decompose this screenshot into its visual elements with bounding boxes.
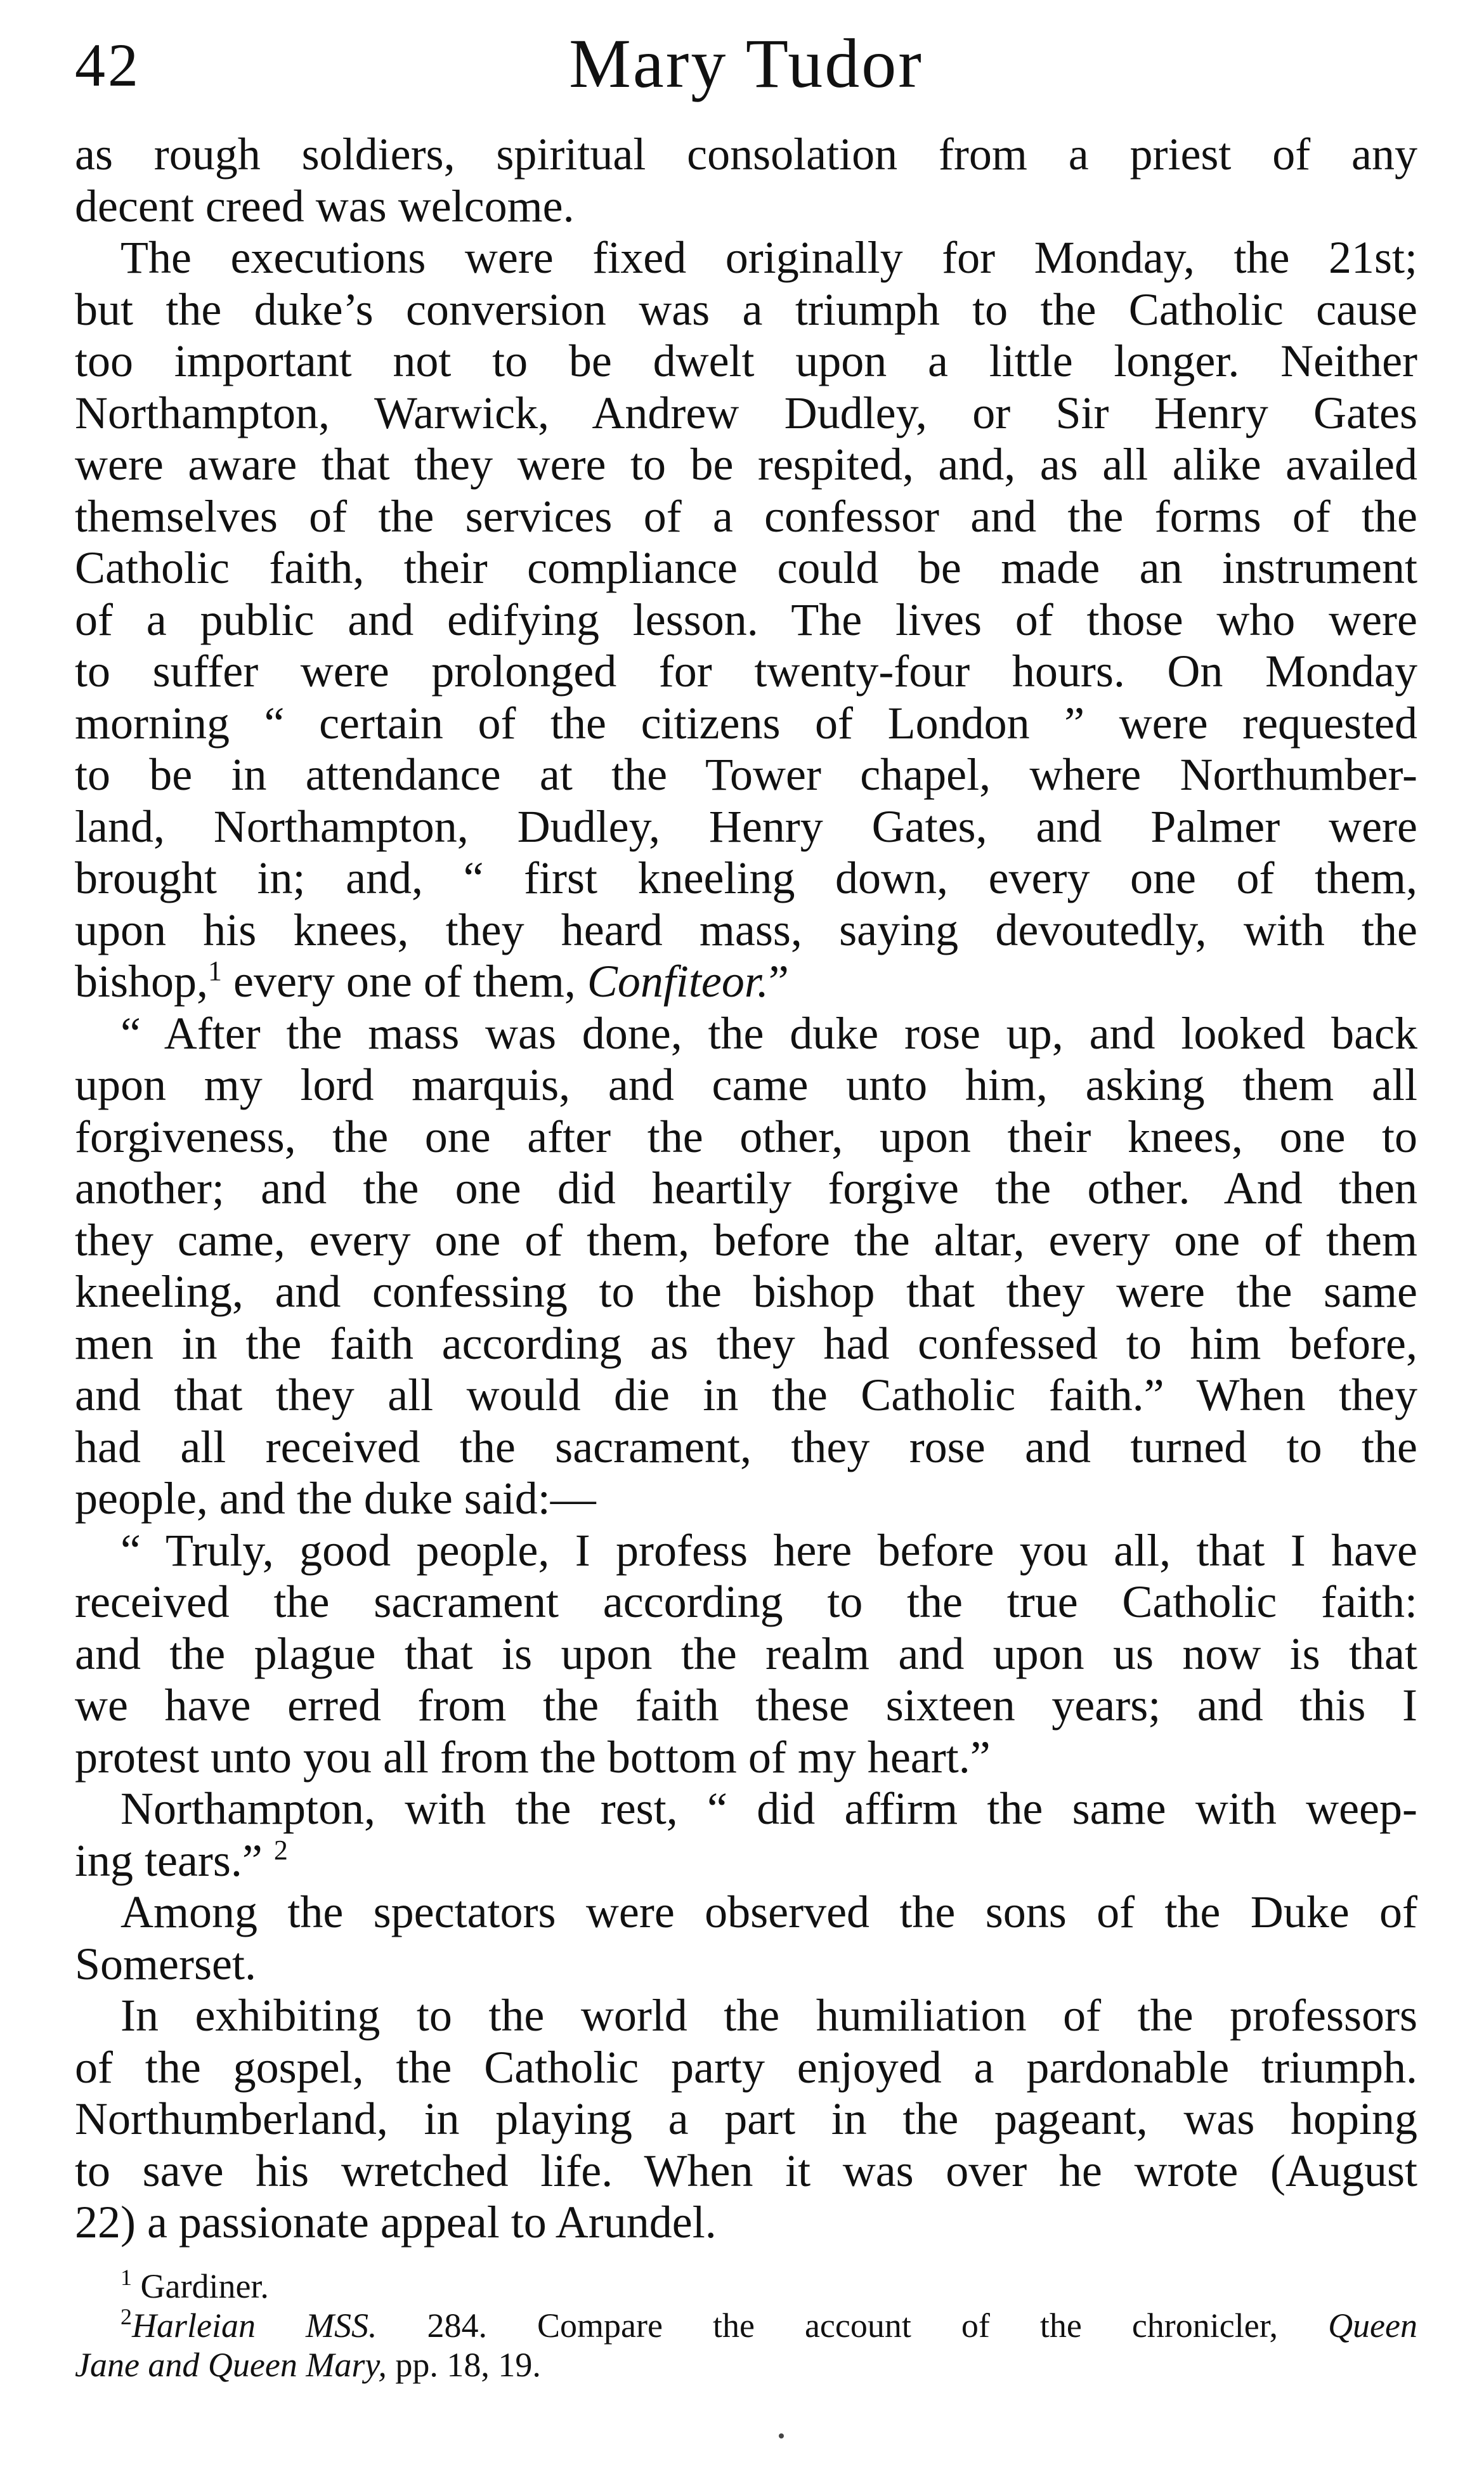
text-line: morning “ certain of the citizens of London ” were requested — [75, 697, 1417, 749]
text-line: to be in attendance at the Tower chapel, where Northumber- — [75, 749, 1417, 800]
text-line: themselves of the services of a confessor and the forms of the — [75, 490, 1417, 542]
footnote-2-cont — [75, 2345, 1417, 2385]
text-line: land, Northampton, Dudley, Henry Gates, and Palmer were — [75, 801, 1417, 852]
text-line: Northumberland, in playing a part in the pageant, was hoping — [75, 2093, 1417, 2144]
page-number: 42 — [75, 31, 141, 99]
text-line: kneeling, and confessing to the bishop that they were the same — [75, 1266, 1417, 1317]
text-line: brought in; and, “ first kneeling down, every one of them, — [75, 853, 1417, 903]
footnote-mark-2: 2 — [120, 2304, 132, 2329]
text-line: and that they all would die in the Catholic faith.” When they — [75, 1370, 1417, 1420]
print-speck — [779, 2433, 784, 2438]
footnote-2 — [75, 2306, 1417, 2345]
text-line: were aware that they were to be respited, and, as all alike availed — [75, 439, 1417, 490]
text-line-bishop — [75, 956, 1417, 1008]
text-line: another; and the one did heartily forgive the other. And then — [75, 1163, 1417, 1214]
footnote-ref-1: 1 — [208, 955, 223, 986]
text-line: too important not to be dwelt upon a little longer. Neither — [75, 336, 1417, 386]
text-line: to save his wretched life. When it was over he wrote (August — [75, 2145, 1417, 2196]
footnotes — [75, 2267, 1417, 2385]
text-line: received the sacrament according to the true Catholic faith: — [75, 1576, 1417, 1627]
text-line: people, and the duke said:— — [75, 1473, 596, 1524]
footnote-2-title-b: Jane and Queen Mary, — [75, 2346, 387, 2384]
text-line: they came, every one of them, before the altar, every one of them — [75, 1214, 1417, 1266]
text-line: upon his knees, they heard mass, saying devoutedly, with the — [75, 904, 1417, 955]
text-line: to suffer were prolonged for twenty-four hours. On Monday — [75, 646, 1417, 697]
text-line: The executions were fixed originally for Monday, the 21st; — [120, 232, 1417, 283]
text-line: “ After the mass was done, the duke rose up, and looked back — [120, 1007, 1417, 1059]
text-line: decent creed was welcome. — [75, 180, 575, 232]
bishop-text: bishop, — [75, 956, 209, 1007]
closing-quote: ” — [768, 956, 789, 1007]
footnote-2-source: Harleian MSS. — [132, 2307, 377, 2345]
footnote-mark-1: 1 — [120, 2265, 132, 2290]
text-line: and the plague that is upon the realm and upon us now is that — [75, 1628, 1417, 1679]
text-line: we have erred from the faith these sixteen years; and this I — [75, 1680, 1417, 1731]
footnote-1 — [75, 2267, 1417, 2306]
text-line: Northampton, Warwick, Andrew Dudley, or Sir Henry Gates — [75, 387, 1417, 438]
text-line: Somerset. — [75, 1938, 256, 1989]
footnote-2-text-b: pp. 18, 19. — [386, 2346, 541, 2384]
tears-text: ing tears.” — [75, 1835, 274, 1886]
text-line: Among the spectators were observed the sons of the Duke of — [120, 1887, 1417, 1937]
text-line: but the duke’s conversion was a triumph to the Catholic cause — [75, 284, 1417, 335]
footnote-2-text-a: 284. Compare the account of the chronicler, — [377, 2307, 1329, 2345]
text-line: of the gospel, the Catholic party enjoyed a pardonable triumph. — [75, 2041, 1417, 2093]
text-line: In exhibiting to the world the humiliation of the professors — [120, 1990, 1417, 2041]
text-line: upon my lord marquis, and came unto him, asking them all — [75, 1059, 1417, 1110]
page-header — [75, 25, 1417, 114]
text-line: Catholic faith, their compliance could be made an instrument — [75, 542, 1417, 593]
text-line: protest unto you all from the bottom of my heart.” — [75, 1731, 991, 1783]
text-line: as rough soldiers, spiritual consolation from a priest of any — [75, 129, 1417, 180]
text-line: 22) a passionate appeal to Arundel. — [75, 2197, 717, 2248]
text-line: forgiveness, the one after the other, upon their knees, one to — [75, 1111, 1417, 1162]
text-line: men in the faith according as they had confessed to him before, — [75, 1318, 1417, 1369]
text-line: had all received the sacrament, they rose and turned to the — [75, 1421, 1417, 1472]
text-line-tears — [75, 1835, 1417, 1887]
bishop-text-middle: every one of them, — [222, 956, 587, 1007]
footnote-1-text: Gardiner. — [132, 2267, 269, 2305]
text-line: of a public and edifying lesson. The lives of those who were — [75, 594, 1417, 645]
text-line: Northampton, with the rest, “ did affirm the same with weep- — [120, 1783, 1417, 1834]
footnote-2-title-a: Queen — [1328, 2307, 1417, 2345]
footnote-ref-2: 2 — [273, 1834, 288, 1866]
running-title: Mary Tudor — [569, 25, 923, 102]
body-text — [75, 129, 1417, 2249]
text-line: “ Truly, good people, I profess here before you all, that I have — [120, 1524, 1417, 1576]
confiteor-italic: Confiteor. — [587, 956, 769, 1007]
